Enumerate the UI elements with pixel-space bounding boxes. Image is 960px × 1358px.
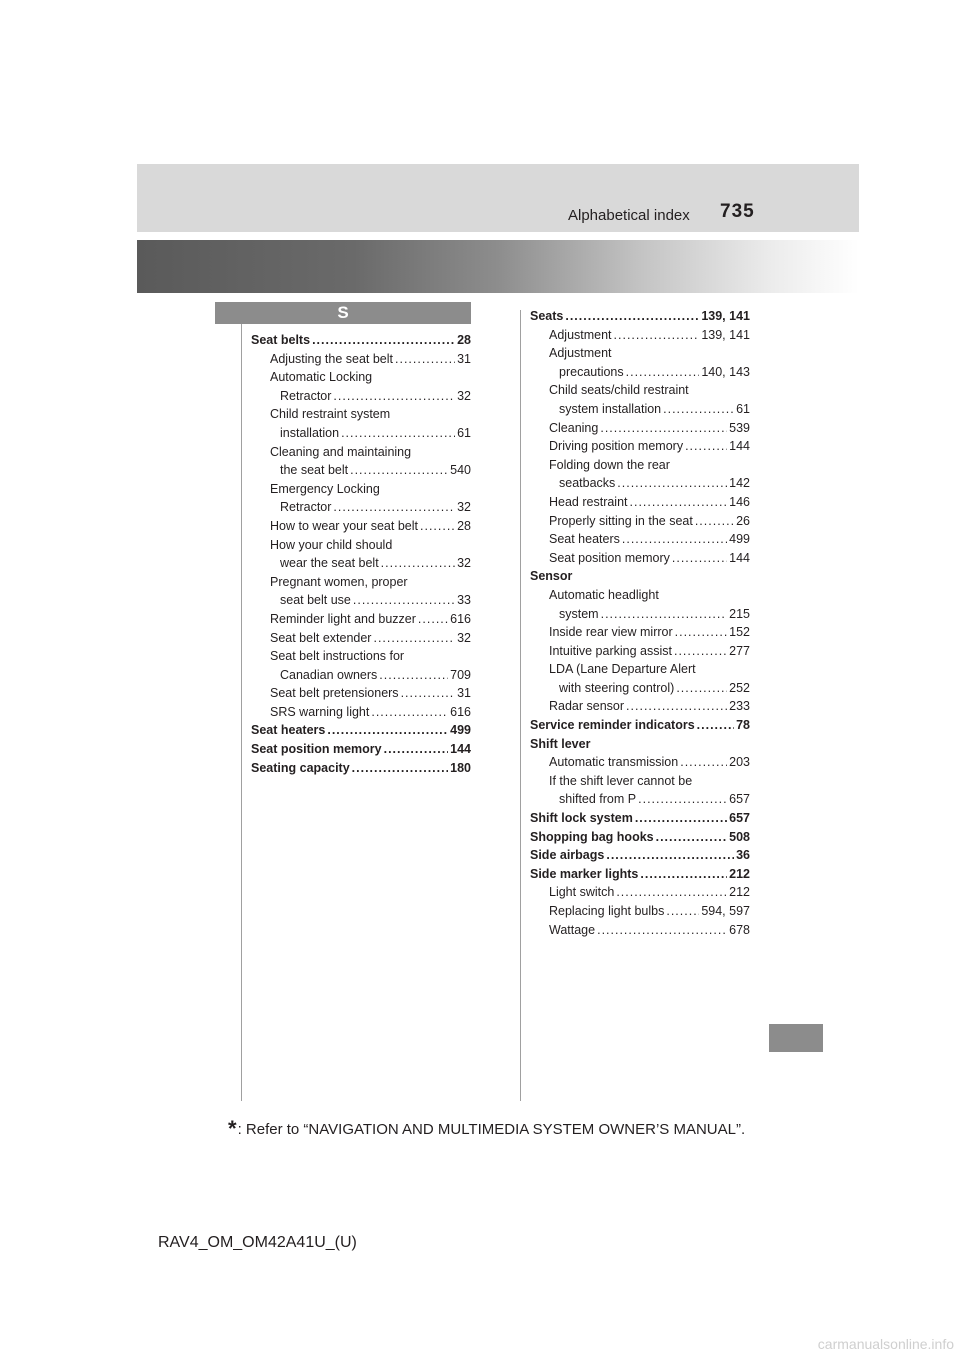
index-entry-text: Automatic headlight [549,587,659,602]
index-page-ref: 36 [736,848,750,863]
index-entry-text: Seat heaters [549,532,620,547]
index-page-ref: 140, 143 [701,364,750,379]
index-page-ref: 32 [457,556,471,571]
watermark: carmanualsonline.info [817,1336,954,1352]
index-page-ref: 212 [729,885,750,900]
dot-leader [371,703,448,722]
index-subentry [530,474,750,493]
dot-leader [350,461,448,480]
index-entry-text: Light switch [549,885,615,900]
dot-leader [597,921,727,940]
header-gradient-band [137,240,859,293]
dot-leader [666,902,699,921]
index-entry-text: Head restraint [549,494,628,509]
dot-leader [327,721,448,740]
index-page-ref: 31 [457,686,471,701]
dot-leader [600,419,727,438]
dot-leader [381,554,455,573]
index-subentry [530,381,750,400]
index-entry-text: Automatic Locking [270,370,373,385]
dot-leader [680,753,727,772]
index-page-ref: 152 [729,625,750,640]
index-entry-text: If the shift lever cannot be [549,773,693,788]
index-entry [530,716,750,735]
index-entry-text: How your child should [270,537,393,552]
index-entry-text: Seat belts [251,333,311,347]
index-entry-text: Service reminder indicators [530,718,695,733]
dot-leader [638,790,727,809]
dot-leader [353,591,455,610]
dot-leader [352,759,448,778]
index-subentry [251,461,471,480]
index-entry-text: wear the seat belt [280,556,379,571]
index-entry-text: Canadian owners [280,667,378,682]
header-title: Alphabetical index [568,207,690,224]
footnote-text: : Refer to “NAVIGATION AND MULTIMEDIA SYSTEM OWNER’S MANUAL”. [237,1121,746,1138]
index-entry-text: Cleaning and maintaining [270,444,412,459]
index-page-ref: 26 [736,513,750,528]
index-page-ref: 657 [729,792,750,807]
index-entry-text: Seat heaters [251,723,326,738]
index-page-ref: 32 [457,500,471,515]
index-entry-text: with steering control) [559,680,675,695]
dot-leader [333,387,455,406]
index-entry-text: precautions [559,364,624,379]
index-subentry [530,363,750,382]
index-page-ref: 203 [729,755,750,770]
dot-leader [672,549,727,568]
index-entry-text: Shopping bag hooks [530,829,654,844]
index-page-ref: 539 [729,420,750,435]
index-entry-text: system [559,606,599,621]
index-entry-text: Seat position memory [251,742,382,757]
index-page-ref: 28 [457,333,471,347]
index-subentry [530,753,750,772]
index-page-ref: 144 [450,742,471,757]
dot-leader [401,684,456,703]
index-subentry [530,605,750,624]
index-subentry [530,549,750,568]
index-entry [251,740,471,759]
index-entry-text: Seat belt instructions for [270,649,405,664]
index-entry-text: Sensor [530,569,573,584]
dot-leader [626,697,727,716]
index-page-ref: 540 [450,463,471,478]
index-entry-text: Side airbags [530,848,605,863]
index-subentry [530,437,750,456]
dot-leader [697,716,734,735]
index-entry [251,721,471,740]
index-subentry [530,642,750,661]
column-divider-left [241,324,242,1101]
dot-leader [674,642,727,661]
index-page-ref: 28 [457,518,471,533]
index-entry-text: Seat belt pretensioners [270,686,399,701]
index-subentry [530,772,750,791]
index-subentry [530,921,750,940]
index-subentry [251,591,471,610]
index-entry-text: Reminder light and buzzer [270,611,416,626]
index-entry-text: Cleaning [549,420,599,435]
dot-leader [418,610,448,629]
index-entry-text: Driving position memory [549,439,684,454]
index-entry-text: Adjusting the seat belt [270,351,393,366]
index-page-ref: 146 [729,494,750,509]
index-subentry [530,326,750,345]
index-subentry [251,387,471,406]
index-subentry [251,666,471,685]
index-subentry [530,790,750,809]
index-subentry [251,443,471,462]
index-subentry [251,647,471,666]
index-page-ref: 616 [450,611,471,626]
dot-leader [626,363,700,382]
index-page-ref: 594, 597 [701,904,750,918]
index-entry-text: seat belt use [280,593,351,608]
index-page-ref: 32 [457,388,471,403]
index-subentry [530,400,750,419]
dot-leader [663,400,734,419]
index-page-ref: 144 [729,550,750,565]
dot-leader [622,530,727,549]
dot-leader [384,740,449,759]
index-entry-text: Automatic transmission [549,755,679,770]
dot-leader [614,326,700,345]
index-page-ref: 180 [450,760,471,775]
index-subentry [530,902,750,921]
index-entry-text: system installation [559,401,662,416]
dot-leader [333,498,455,517]
index-entry-text: Shift lever [530,736,591,751]
index-entry-text: seatbacks [559,476,616,491]
dot-leader [395,350,455,369]
index-entry-text: Pregnant women, proper [270,574,408,589]
index-subentry [251,536,471,555]
dot-leader [379,666,448,685]
index-entry-text: Wattage [549,922,596,937]
index-page-ref: 499 [450,723,471,738]
index-entry-text: Properly sitting in the seat [549,513,693,528]
index-entry-text: Replacing light bulbs [549,904,665,918]
dot-leader [312,331,455,350]
index-entry-text: Adjustment [549,346,612,361]
index-entry-text: installation [280,425,340,440]
index-entry-text: Emergency Locking [270,481,380,496]
index-entry [530,307,750,326]
index-entry-text: the seat belt [280,463,349,478]
index-page-ref: 142 [729,476,750,491]
index-subentry [530,623,750,642]
dot-leader [685,437,727,456]
index-entry [530,735,750,754]
index-page-ref: 33 [457,593,471,608]
index-subentry [251,573,471,592]
index-subentry [530,419,750,438]
index-entry-text: Seats [530,309,564,323]
index-subentry [530,493,750,512]
index-page-ref: 139, 141 [701,327,750,342]
index-subentry [530,697,750,716]
page-number: 735 [720,201,755,222]
document-id: RAV4_OM_OM42A41U_(U) [158,1234,357,1251]
index-entry-text: Side marker lights [530,866,639,881]
index-page-ref: 499 [729,532,750,547]
index-entry [251,759,471,778]
index-subentry [251,554,471,573]
index-entry-text: Seating capacity [251,760,350,775]
dot-leader [630,493,728,512]
index-page-ref: 31 [457,351,471,366]
dot-leader [341,424,455,443]
index-entry [530,809,750,828]
footnote [228,1116,745,1142]
index-entry-text: Child seats/child restraint [549,383,689,398]
footnote-marker: * [228,1116,237,1141]
index-entry-text: shifted from P [559,792,637,807]
dot-leader [606,846,734,865]
index-entry [530,567,750,586]
index-entry-text: How to wear your seat belt [270,518,418,533]
dot-leader [676,679,727,698]
index-entry-text: Seat position memory [549,550,670,565]
index-subentry [251,517,471,536]
index-page-ref: 252 [729,680,750,695]
index-subentry [530,456,750,475]
dot-leader [675,623,728,642]
index-page-ref: 212 [729,866,750,881]
index-entry-text: Folding down the rear [549,457,670,472]
index-subentry [530,344,750,363]
index-page-ref: 32 [457,630,471,645]
dot-leader [635,809,727,828]
index-page-ref: 616 [450,704,471,719]
dot-leader [601,605,728,624]
index-page-ref: 215 [729,606,750,621]
dot-leader [617,474,727,493]
index-subentry [251,684,471,703]
index-column-2 [530,307,750,939]
index-entry-text: Inside rear view mirror [549,625,673,640]
index-subentry [530,883,750,902]
index-column-1 [251,331,471,777]
index-entry-text: Retractor [280,388,332,403]
column-divider-middle [520,310,521,1101]
index-page-ref: 709 [450,667,471,682]
index-subentry [251,498,471,517]
index-page-ref: 233 [729,699,750,714]
section-letter-heading: S [215,302,471,324]
index-entry-text: Shift lock system [530,811,633,826]
index-entry-text: Seat belt extender [270,630,372,645]
dot-leader [616,883,727,902]
index-subentry [251,610,471,629]
index-page-ref: 61 [457,425,471,440]
index-page-ref: 657 [729,811,750,826]
thumb-index-tab [769,1024,823,1052]
index-subentry [530,530,750,549]
index-subentry [530,660,750,679]
index-subentry [251,350,471,369]
index-entry-text: Child restraint system [270,407,391,422]
index-entry-text: Intuitive parking assist [549,643,672,658]
index-entry-text: Radar sensor [549,699,625,714]
index-subentry [251,480,471,499]
index-page-ref: 144 [729,439,750,454]
index-subentry [251,368,471,387]
index-subentry [251,424,471,443]
index-subentry [251,405,471,424]
index-page-ref: 277 [729,643,750,658]
dot-leader [656,828,728,847]
index-page-ref: 139, 141 [701,309,750,323]
index-subentry [530,512,750,531]
index-subentry [530,586,750,605]
index-entry [251,331,471,350]
dot-leader [565,307,699,326]
index-subentry [530,679,750,698]
dot-leader [695,512,734,531]
index-page-ref: 678 [729,922,750,937]
index-entry-text: LDA (Lane Departure Alert [549,662,696,677]
index-page-ref: 78 [736,718,750,733]
index-page-ref: 61 [736,401,750,416]
dot-leader [373,629,455,648]
index-subentry [251,703,471,722]
index-page-ref: 508 [729,829,750,844]
index-entry [530,846,750,865]
dot-leader [420,517,455,536]
index-subentry [251,629,471,648]
index-entry [530,828,750,847]
dot-leader [640,865,727,884]
index-entry [530,865,750,884]
index-entry-text: SRS warning light [270,704,370,719]
index-entry-text: Retractor [280,500,332,515]
index-entry-text: Adjustment [549,327,612,342]
